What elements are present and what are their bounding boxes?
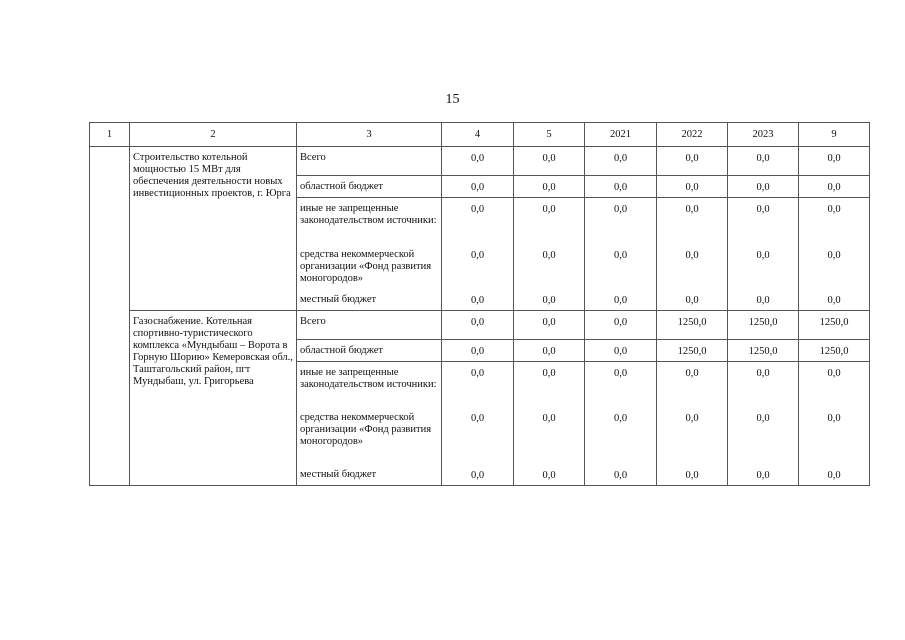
value-cell: 1250,0 [657, 339, 728, 361]
project-name-cell: Газоснабжение. Котельная спортивно-туристического комплекса «Мундыбаш – Ворота в Горную Шорию» Кемеровская обл., Таштагольский район, пгт Мундыбаш, ул. Григорьева [130, 310, 297, 486]
value-cell: 0,0 [585, 244, 657, 289]
source-cell: иные не запрещенные законодательством источники: [297, 198, 442, 244]
value-cell: 0,0 [728, 464, 799, 486]
value-cell: 0,0 [585, 176, 657, 198]
value-cell: 0,0 [514, 361, 585, 407]
value-cell: 0,0 [585, 147, 657, 176]
source-cell: местный бюджет [297, 464, 442, 486]
value-cell: 0,0 [514, 147, 585, 176]
value-cell: 0,0 [657, 147, 728, 176]
source-cell: местный бюджет [297, 289, 442, 311]
value-cell: 0,0 [442, 244, 514, 289]
value-cell: 0,0 [585, 198, 657, 244]
header-row [90, 123, 870, 147]
value-cell: 0,0 [585, 464, 657, 486]
value-cell: 1250,0 [799, 310, 870, 339]
value-cell: 0,0 [728, 198, 799, 244]
value-cell: 0,0 [514, 198, 585, 244]
value-cell: 0,0 [442, 198, 514, 244]
value-cell: 0,0 [799, 407, 870, 464]
value-cell: 0,0 [585, 339, 657, 361]
header-cell: 2023 [728, 123, 799, 147]
value-cell: 0,0 [442, 310, 514, 339]
value-cell: 0,0 [657, 244, 728, 289]
value-cell: 0,0 [514, 176, 585, 198]
header-cell: 9 [799, 123, 870, 147]
value-cell: 0,0 [799, 176, 870, 198]
value-cell: 0,0 [442, 147, 514, 176]
header-cell: 1 [90, 123, 130, 147]
value-cell: 0,0 [728, 361, 799, 407]
value-cell: 0,0 [728, 289, 799, 311]
value-cell: 1250,0 [799, 339, 870, 361]
value-cell: 0,0 [514, 289, 585, 311]
header-cell: 2022 [657, 123, 728, 147]
value-cell: 0,0 [657, 198, 728, 244]
value-cell: 0,0 [442, 361, 514, 407]
value-cell: 0,0 [514, 339, 585, 361]
value-cell: 0,0 [728, 147, 799, 176]
value-cell: 0,0 [799, 361, 870, 407]
value-cell: 0,0 [728, 407, 799, 464]
value-cell: 0,0 [442, 407, 514, 464]
value-cell: 0,0 [657, 361, 728, 407]
value-cell: 0,0 [514, 244, 585, 289]
value-cell: 0,0 [514, 407, 585, 464]
value-cell: 0,0 [442, 339, 514, 361]
value-cell: 0,0 [799, 289, 870, 311]
source-cell: средства некоммерческой организации «Фонд развития моногородов» [297, 244, 442, 289]
value-cell: 0,0 [799, 244, 870, 289]
value-cell: 0,0 [728, 176, 799, 198]
source-cell: Всего [297, 147, 442, 176]
value-cell: 0,0 [585, 310, 657, 339]
value-cell: 0,0 [585, 361, 657, 407]
header-cell: 2 [130, 123, 297, 147]
value-cell: 0,0 [657, 176, 728, 198]
value-cell: 0,0 [657, 407, 728, 464]
value-cell: 0,0 [799, 464, 870, 486]
value-cell: 1250,0 [657, 310, 728, 339]
value-cell: 0,0 [514, 310, 585, 339]
row-number-cell [90, 147, 130, 486]
value-cell: 0,0 [442, 176, 514, 198]
table-row [90, 310, 870, 339]
value-cell: 1250,0 [728, 339, 799, 361]
source-cell: Всего [297, 310, 442, 339]
source-cell: средства некоммерческой организации «Фонд развития моногородов» [297, 407, 442, 464]
value-cell: 0,0 [657, 289, 728, 311]
value-cell: 0,0 [585, 289, 657, 311]
value-cell: 0,0 [514, 464, 585, 486]
header-cell: 5 [514, 123, 585, 147]
source-cell: областной бюджет [297, 339, 442, 361]
value-cell: 0,0 [657, 464, 728, 486]
page-number: 15 [445, 92, 460, 107]
budget-table [89, 122, 870, 486]
header-cell: 4 [442, 123, 514, 147]
value-cell: 0,0 [728, 244, 799, 289]
header-cell: 2021 [585, 123, 657, 147]
value-cell: 0,0 [442, 289, 514, 311]
value-cell: 0,0 [799, 198, 870, 244]
source-cell: областной бюджет [297, 176, 442, 198]
header-cell: 3 [297, 123, 442, 147]
table-row [90, 147, 870, 176]
value-cell: 0,0 [442, 464, 514, 486]
value-cell: 0,0 [585, 407, 657, 464]
value-cell: 1250,0 [728, 310, 799, 339]
project-name-cell: Строительство котельной мощностью 15 МВт для обеспечения деятельности новых инвестиционных проектов, г. Юрга [130, 147, 297, 311]
value-cell: 0,0 [799, 147, 870, 176]
source-cell: иные не запрещенные законодательством источники: [297, 361, 442, 407]
